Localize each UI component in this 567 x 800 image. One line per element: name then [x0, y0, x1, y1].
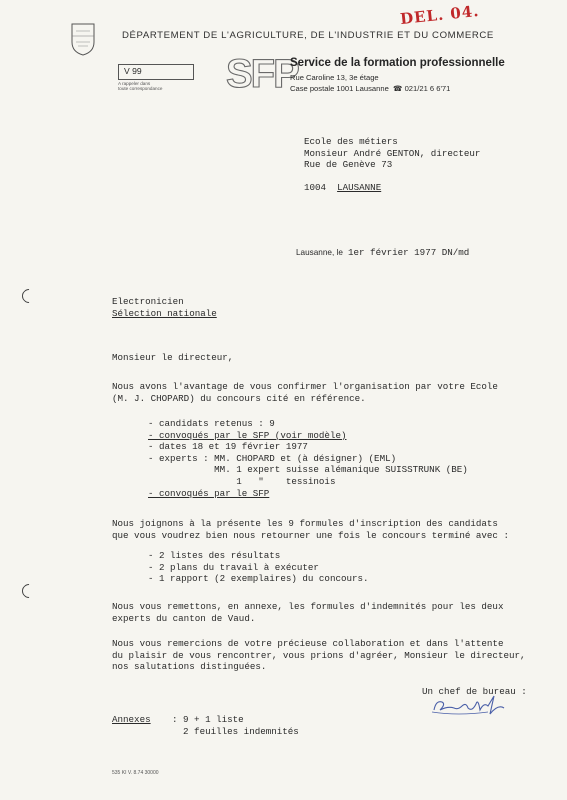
annexes-label: Annexes: [112, 714, 151, 725]
service-title: Service de la formation professionnelle: [290, 57, 505, 69]
punch-hole: [19, 286, 39, 306]
enclosure-paragraph: Nous joignons à la présente les 9 formules d'inscription des candidats que vous voudrez bien nous retourner une fois le concours terminé avec :: [112, 518, 509, 541]
service-postal-line: Case postale 1001 Lausanne ☎ 021/21 6 6'71: [290, 84, 451, 93]
department-heading: DÉPARTEMENT DE L'AGRICULTURE, DE L'INDUSTRIE ET DU COMMERCE: [122, 30, 494, 41]
subject-block: Electronicien Sélection nationale: [112, 296, 217, 319]
reference-code: V 99: [124, 66, 142, 76]
annexes-list: : 9 + 1 liste 2 feuilles indemnités: [172, 714, 299, 737]
letter-date: 1er février 1977 DN/md: [348, 247, 470, 258]
print-code: 535 KI V. 8.74 30000: [112, 770, 159, 776]
list-item: - 2 listes des résultats: [148, 550, 281, 561]
list-item: - convoqués par le SFP (voir modèle): [148, 429, 347, 441]
list-item: - 1 rapport (2 exemplaires) du concours.: [148, 573, 369, 585]
intro-paragraph: Nous avons l'avantage de vous confirmer l'organisation par votre Ecole (M. J. CHOPARD) du concours cité en référence.: [112, 381, 498, 404]
sfp-logo: SFP: [226, 52, 298, 96]
list-item: - experts : MM. CHOPARD et (à désigner) (EML): [148, 452, 397, 464]
recipient-city: LAUSANNE: [337, 182, 382, 194]
list-item: - 2 plans du travail à exécuter: [148, 561, 319, 573]
details-list: [148, 418, 468, 499]
list-item: - candidats retenus : 9: [148, 418, 275, 429]
signature-title: Un chef de bureau :: [422, 686, 527, 697]
handwritten-signature: [428, 692, 512, 718]
handwritten-annotation: DEL. 04.: [399, 1, 481, 29]
list-item: 1 " tessinois: [148, 475, 336, 487]
list-item: MM. 1 expert suisse alémanique SUISSTRUNK (BE): [148, 464, 468, 476]
salutation: Monsieur le directeur,: [112, 352, 234, 363]
recipient-address: Ecole des métiers Monsieur André GENTON, directeur Rue de Genève 73 1004 LAUSANNE: [304, 136, 481, 194]
closing-paragraph: Nous vous remercions de votre précieuse collaboration et dans l'attente du plaisir de vous rencontrer, vous prions d'agréer, Monsieur le directeur, nos salutations distinguées.: [112, 638, 526, 673]
service-address-line: Rue Caroline 13, 3e étage: [290, 73, 379, 82]
list-item: - dates 18 et 19 février 1977: [148, 441, 308, 453]
list-item: - convoqués par le SFP: [148, 487, 270, 499]
indemnity-paragraph: Nous vous remettons, en annexe, les formules d'indemnités pour les deux experts du canton de Vaud.: [112, 601, 504, 624]
reference-note: A rappeler dans toute correspondance: [118, 81, 163, 92]
return-items-list: [148, 550, 369, 585]
canton-crest-icon: [70, 22, 96, 56]
date-place: Lausanne, le: [296, 248, 343, 257]
punch-hole: [19, 581, 39, 601]
